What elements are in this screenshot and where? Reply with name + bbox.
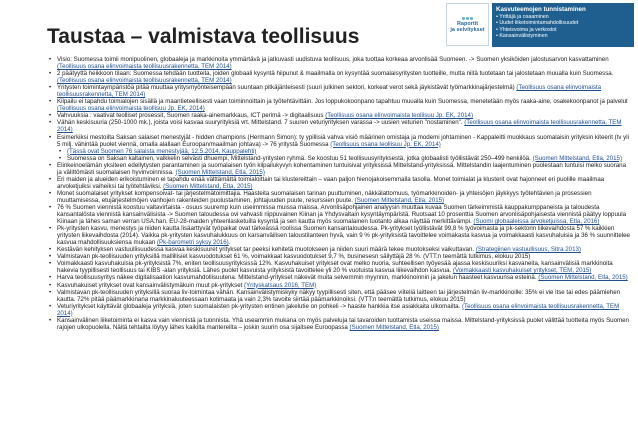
bullet-item [49, 84, 631, 98]
source-link[interactable]: (Strategiinen vastuullisuus, Sitra 2013) [475, 246, 581, 254]
source-link[interactable]: (Voimakkaasti kasvuhakuiset yritykset, TEM, 2015) [452, 267, 592, 275]
bullet-text: Valmistavan pk-teollisuuden yrityksillä suoraa liv-toimintaa vähän. Kansainvälistymiskyky näkyy tyypillisesti siten, että pääsee viiteliä laitteen tai järjestelmän liv-markkinoille: 35% ei vie itse tai edes päämiehen kautta. 72% pitää päämarkkinana markkinaluuteessaan kotimaata ja vain 2,3% tavoite siirtää päämarkkinoiksi. (VTT:n teemättä tutkimus, elokuu 2015) [57, 288, 621, 303]
bullet-text: Voimakkaasti kasvuhakuisia pk-yrityksistä 7%, eniten teollisuusyrityksissä 12%. Kasvuhakuiset yritykset ovat melko nuoria, suhteellisen työyesää ajassa keskisuuriksi kasvaneita, kansainvälisiä markkinoita hakevia tyypillisesti teollisuus tai KIBS -alan yrityksiä. Lähes puolet kasvuista yrityksistä tavoittelee yli 20 % vuotuista kasvua liikevaihdon kasvua. [57, 260, 613, 275]
logo-line-2: ja selvitykset [450, 26, 485, 33]
bullet-text: Elinkeinoelämän yksiteen edellytysten parantaminen ja suomalaisen työn kilpailukyvyn kohentaminen tuntuisivat yrityksissä Mittelstand-yrityksissä. Mittelstandin laajentuminen puolestaan tuntuisi melko suorana ja välittömästi suomalaisen hyvinvoinnissa. [57, 161, 626, 176]
bullet-item [49, 260, 631, 274]
source-link[interactable]: (Suomen Mittelstand, Etla, 2015) [175, 168, 265, 176]
bullet-text: Veturiyritykset käyttävät globaaleja yrityksiä, joten suomalaisten pk-yritysten entinen jakelutie on pohkeli -> haaste hankkia itse asiakkaita ulkomailta. [57, 302, 462, 310]
bullet-item [49, 190, 631, 204]
source-link[interactable]: (Suomi globaaleissa arvoketjuissa, Etla, 2016) [473, 218, 600, 226]
bullet-text: Kestävän kehityksen vastuullisuudessa kasvaa keskisuuret yritykset tar peeksi kehitetä muotokseen ja niiden suuri määrä tekee muotokseksi vaikuttavan. [57, 246, 476, 254]
bullet-text: Pk-yritysten kasvu, menestys ja niiden kautta lisäarttyvät työpaikat ovat tärkeässä roolissa Suomen kansantaloudessa. Pk-yritykset työllistävät 99,8 % työvoimasta ja pk-sektorin liikevaihdosta 57 % kaikkien yritysten liikevaihdosta (2014). Vaikka pk-yritysten kasvuhalukkuus on karsanväilisen taloustilanteen hyvä, vain 9 % pk-yrityksistä tavoittelee voimakasta kasvua ja voimakkaasti kasvuhaluisia ja 36 % suunnittelee kasvua mahdollisuuksiensa mukaan [57, 225, 630, 247]
bullet-text: Visio: Suomessa toimii monipuolinen, globaaleja ja markkinoita ymmärtävä ja jatkuvasti uudistuva teollisuus, joka tuottaa korkeaa arvonlisää Suomeen. -> Suomen yksiköiden jalostusarvon kasvattaminen [57, 56, 609, 63]
bullet-text: Kasvuhakuiset yritykset ovat kansainvälistymäkuin muut pk-yritykset [57, 281, 245, 289]
logo-line-1: Raportit [456, 20, 479, 27]
bullet-item [49, 204, 631, 225]
bullet-item [49, 274, 631, 281]
bullet-item [49, 70, 631, 84]
banner-line: • Uudet liiketoimintamahdollisuudet [496, 20, 579, 27]
bullet-text: 76 % Suomen viennistä koostuu valtavirtaista - osuus suuremp kuin useimmissa muissa maissa. Arvonlisäpohjainen analyysin muuttaa kuvaa Suomen tärkeimmistä kauppakumppaneista ja taloudesta kansantalösta viennistä kansainvälisista -> Suomen taloudessa ovi vahvasti riippuvainen Kiinan ja Yhdysvaltain kysyntäympäristä. Ruotsaat 10 prosenttia Suomen arvonlisäpohjaisesta viennistä päätyy loppuula Kiinaan ja lähes saman verran USA:han. EU-28-maiden yhteenlasketuilla kysyntä ja sen kautta myös suomalainen tuotanto alkaa näyttää merkittävämpi. [57, 203, 627, 226]
bullet-text: 2 päätyyttä heikkoon tilaan: Suomessa tehdään tuotteita, joiden globaali kysyntä hiipunut & maailmalla on kysyntää suomalaisyritysten tuotteille, mutta niitä tuotetaan tai jalostetaan muualla kuin Suomessa. [57, 70, 614, 78]
source-link[interactable]: (Teollisuus osana teollisuu Jp. EK, 2014) [330, 140, 441, 148]
source-link[interactable]: (Suomen Mittelstand, Etla, 2015) [532, 154, 623, 162]
banner-title: Kasvuteemojen tunnistaminen [496, 6, 586, 13]
source-link[interactable]: (Teollisuus osana elinvoimaista teollisuusrakennetta, TEM 2014) [57, 63, 232, 71]
reports-logo [446, 3, 489, 46]
source-link[interactable]: (Teollisuus osana elinvoimaista teollisuu Jp. EK, 2014) [57, 105, 205, 113]
sub-bullet-item [59, 148, 631, 155]
bullet-item [49, 176, 631, 190]
bullet-text: Yritysten toimintaympäristöä pitää muuttaa yritysmyönteisempään suuntaan pitkäjänteisesti (suuri julkinen sektori, korkeat verot sekä jäykistävät työmarkkinajärjestelmä) [57, 84, 517, 92]
bullet-trailing-text: . [228, 239, 231, 247]
bullet-text: Valmistavan pk-teollisuuden yrityksillä mallillisiet kasvuodotukset 61 %, voimakkaat kasvuodotukset 9,7 %, businesesn säilyttäjä 28 %. (VTT:n teemättä tutkimus, elokuu 2015) [57, 253, 531, 261]
bullet-item [49, 56, 631, 70]
bullet-item [49, 98, 631, 112]
source-link[interactable]: (Suomen Mittelstand, Etla, 2015) [354, 196, 445, 204]
bullet-item [49, 289, 631, 303]
bullet-text: Suomessa on Saksan kaltainen, valkkelin selvästi dhuempi, Mittelstand-yritysten ryhmä. Se koostuu 51 teollisuusyrityksestä, jotka globaalisti työllistävät 250–499 henkilöä. [67, 154, 533, 162]
page-title: Taustaa – valmistava teollisuus [47, 25, 360, 48]
bullet-item [49, 162, 631, 176]
bullet-text: Kansainvälinen liiketoiminta ei kasva vain viennistä ja tuonnista. Yhä useammin mukana on myös palveluja tai tavaroiden tuottamista useissa maissa. Mittelstand-yrityksissä puolet välittää tuotteita myös Suomen rajojen ulkopuolella. Näitä tehtailta löytyy lähes kaikilta mantereilta – joskin suurin osa sijaitsee Euroopassa [57, 316, 629, 331]
bullet-text: Monet suomalaiset yritykset kompensoivat- tai järjestelmätoimittajia. Haasteita suomalaisen tarinan puuttuminen, näkkälattomuus, työmarkkinoiden- ja yhteisöjen jäykkyys työtehtävien ja prosessien muuttamisessa, etujärjestelmöjen vanhojen rakenteiden puolustaminen, johtajuuden puute, resurssien puute. [57, 189, 592, 204]
bullet-text: Eri maiden ja alueiden erikoistuminen ei tapahdu enää välttämättä toimialoittain tai klustereittain – vaan paljon hienojakoisemmalla tasolla. Monet toimialat ja klusterit ovat hajonneet eri puolille maailmaa arvoketjuiksi vaiheiksi tai työtehtäviksi. [57, 175, 605, 190]
bullet-item [49, 253, 631, 260]
bullet-list [49, 56, 631, 331]
bullet-item [49, 246, 631, 253]
bullet-item [49, 112, 631, 119]
source-link[interactable]: (Suomen Mittelstand, Etla, 2015) [163, 182, 253, 190]
source-link[interactable]: (Teollisuus osana elinvoimaista teollisuusrakennetta, TEM 2014) [57, 302, 620, 317]
banner-line: • Kansainvälistyminen [496, 33, 548, 40]
sub-bullet-item [59, 155, 631, 162]
banner-line: • Yrittäjä ja osaaminen [496, 14, 549, 20]
source-link[interactable]: (Suomen Mittelstand, Etla, 2015) [538, 274, 628, 282]
bullet-text: Vähän keskisuuria (250-1000 mk.), joista voisi kasvaa suuryrityksiä vrt. Mittelstand. 7 suuren veturiyrityksen varassa -> uusien veturien "nostaminen". [57, 119, 465, 127]
bullet-text: Harva teollisuusyritys näkee digitalisaation kasvumahdollisuutena. Mittelstand-yritykset näkevät muita selvemmin myynnin, markkinoinnin ja jakelun haasteet kasvuunsa esteinä. [57, 274, 539, 282]
source-link[interactable]: (Teollisuus osana elinvoimaista teollisuusrakennetta, TEM 2014) [57, 77, 232, 85]
source-link[interactable]: (Teollisuus osana elinvoimaista teollisuusrakennetta, TEM 2014) [57, 119, 622, 134]
source-link[interactable]: (Yrityskatsaus 2016, TEM) [244, 281, 317, 289]
bullet-item [49, 282, 631, 289]
source-link[interactable]: (Tässä ovat Suomen 76 salaista menestyjää, 12.5.2014, Kauppalehti) [67, 147, 257, 155]
bullet-text: Kilpailu ei tapahdu toimialojen sisällä ja maantieteellisesti vaan toiminnoittain ja työtehtävittäin. Jos loppukokoonpano tapahtuu muualla kuin Suomessa, menetetään myös raaka-aine, osakekoonpanot ja palvelut [57, 98, 628, 106]
bullet-item [49, 134, 631, 148]
bullet-text: Vahvuuksia : vaativat teolliset prosessit, Suomen raaka-ainemarkkaus, ICT perimä -> digitaalisuus [57, 112, 326, 120]
header-logos [446, 3, 634, 47]
bullet-item [49, 317, 631, 331]
bullet-text: Esimerkiksi mestoilta Saksan salaiset menestyjät - hidden champions (Hermann Simon): ty ypillisiä vahva visiö määrinen omistaja ja modemi johtaminen - Kappaleitti muokkaus suomalaisin yrityksin kiteerit (tv yli 5 milj. vähintää puolet viennä, omalla alallaan Euroopan/maailman johtava) -> 76 yritystä Suomessa [57, 133, 629, 148]
bullet-item [49, 225, 631, 246]
banner-line: • Yhteisvoima ja verkostot [496, 26, 557, 33]
logo-dots-icon [462, 17, 473, 20]
bullet-item [49, 119, 631, 133]
source-link[interactable]: (Teollisuus osana elinvoimaista teollisuusrakennetta, TEM 2014) [57, 84, 602, 99]
bullet-item [49, 303, 631, 317]
source-link[interactable]: (Pk-barometri syksy 2016) [157, 239, 229, 247]
growth-themes-banner [492, 3, 634, 47]
source-link[interactable]: (Teollisuus osana elinvoimaista teollisuu Jp. EK, 2014) [325, 112, 474, 120]
source-link[interactable]: (Suomen Mittelstand, Etla, 2015) [349, 323, 439, 331]
